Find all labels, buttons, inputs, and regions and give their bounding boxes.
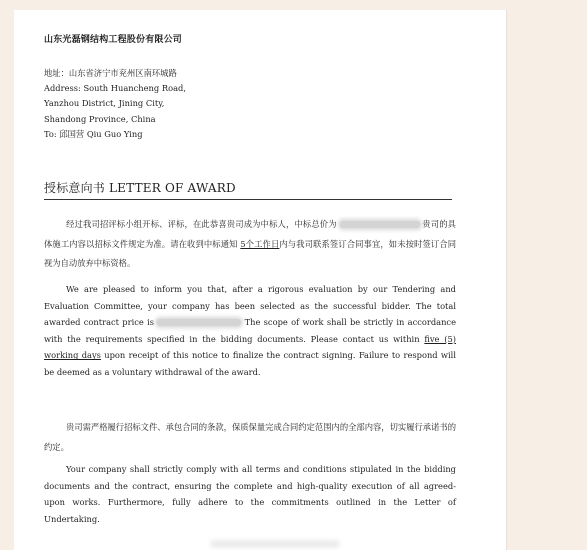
address-line: Address: South Huancheng Road, — [44, 83, 186, 94]
paragraph-award-en — [44, 281, 456, 381]
page-bottom-blur — [210, 540, 340, 548]
redacted-price — [340, 221, 420, 228]
text-segment: 内与我司联系签订合同事宜，如未按时签订合同视为自动放弃中标资格。 — [44, 238, 456, 269]
letter-title: 授标意向书 LETTER OF AWARD — [44, 181, 236, 195]
text-segment: 贵司需严格履行招标文件、承包合同的条款，保质保量完成合同约定范围内的全部内容，切实履行承诺书的约定。 — [44, 422, 456, 452]
paragraph-obligation-zh — [44, 418, 456, 457]
text-segment: We are pleased to inform you that, after a rigorous evaluation by our Tendering and Evaluation Committee, your company has been selected as the successful bidder. The total awarded contract price is — [44, 284, 456, 328]
deadline-underlined: 作日 — [262, 238, 280, 249]
text-segment: 贵司的具体施工内容以招标文件规定为准。请在收到中标通知 — [44, 219, 456, 249]
title-divider — [44, 199, 452, 200]
company-name: 山东光磊钢结构工程股份有限公司 — [44, 35, 183, 45]
redacted-price — [157, 319, 241, 326]
address-line: Shandong Province, China — [44, 113, 156, 124]
text-segment: Your company shall strictly comply with all terms and conditions stipulated in the bidding documents and the contract, ensuring the complete and high-quality execution of all agreed-upon works. Furthermore, fully adhere to the commitments outlined in the Letter of Undertaking. — [44, 464, 456, 524]
paragraph-obligation-en — [44, 461, 456, 527]
address-line: 地址：山东省济宁市兖州区南环城路 — [44, 68, 177, 78]
recipient-line: To: 邱国营 Qiu Guo Ying — [44, 128, 143, 139]
deadline-underlined: five (5) working days — [44, 333, 456, 361]
letter-page — [14, 10, 507, 550]
text-segment: 经过我司招评标小组开标、评标，在此恭喜贵司成为中标人，中标总价为 — [66, 219, 337, 229]
text-segment: upon receipt of this notice to finalize the contract signing. Failure to respond will be deemed as a voluntary withdrawal of the award. — [44, 350, 456, 377]
paragraph-award-zh — [44, 215, 456, 274]
address-line: Yanzhou District, Jining City, — [44, 98, 165, 109]
deadline-underlined: 5个工 — [240, 238, 263, 249]
address-block — [44, 66, 186, 142]
text-segment: The scope of work shall be strictly in accordance with the requirements specified in the bidding documents. Please contact us within — [44, 317, 456, 344]
